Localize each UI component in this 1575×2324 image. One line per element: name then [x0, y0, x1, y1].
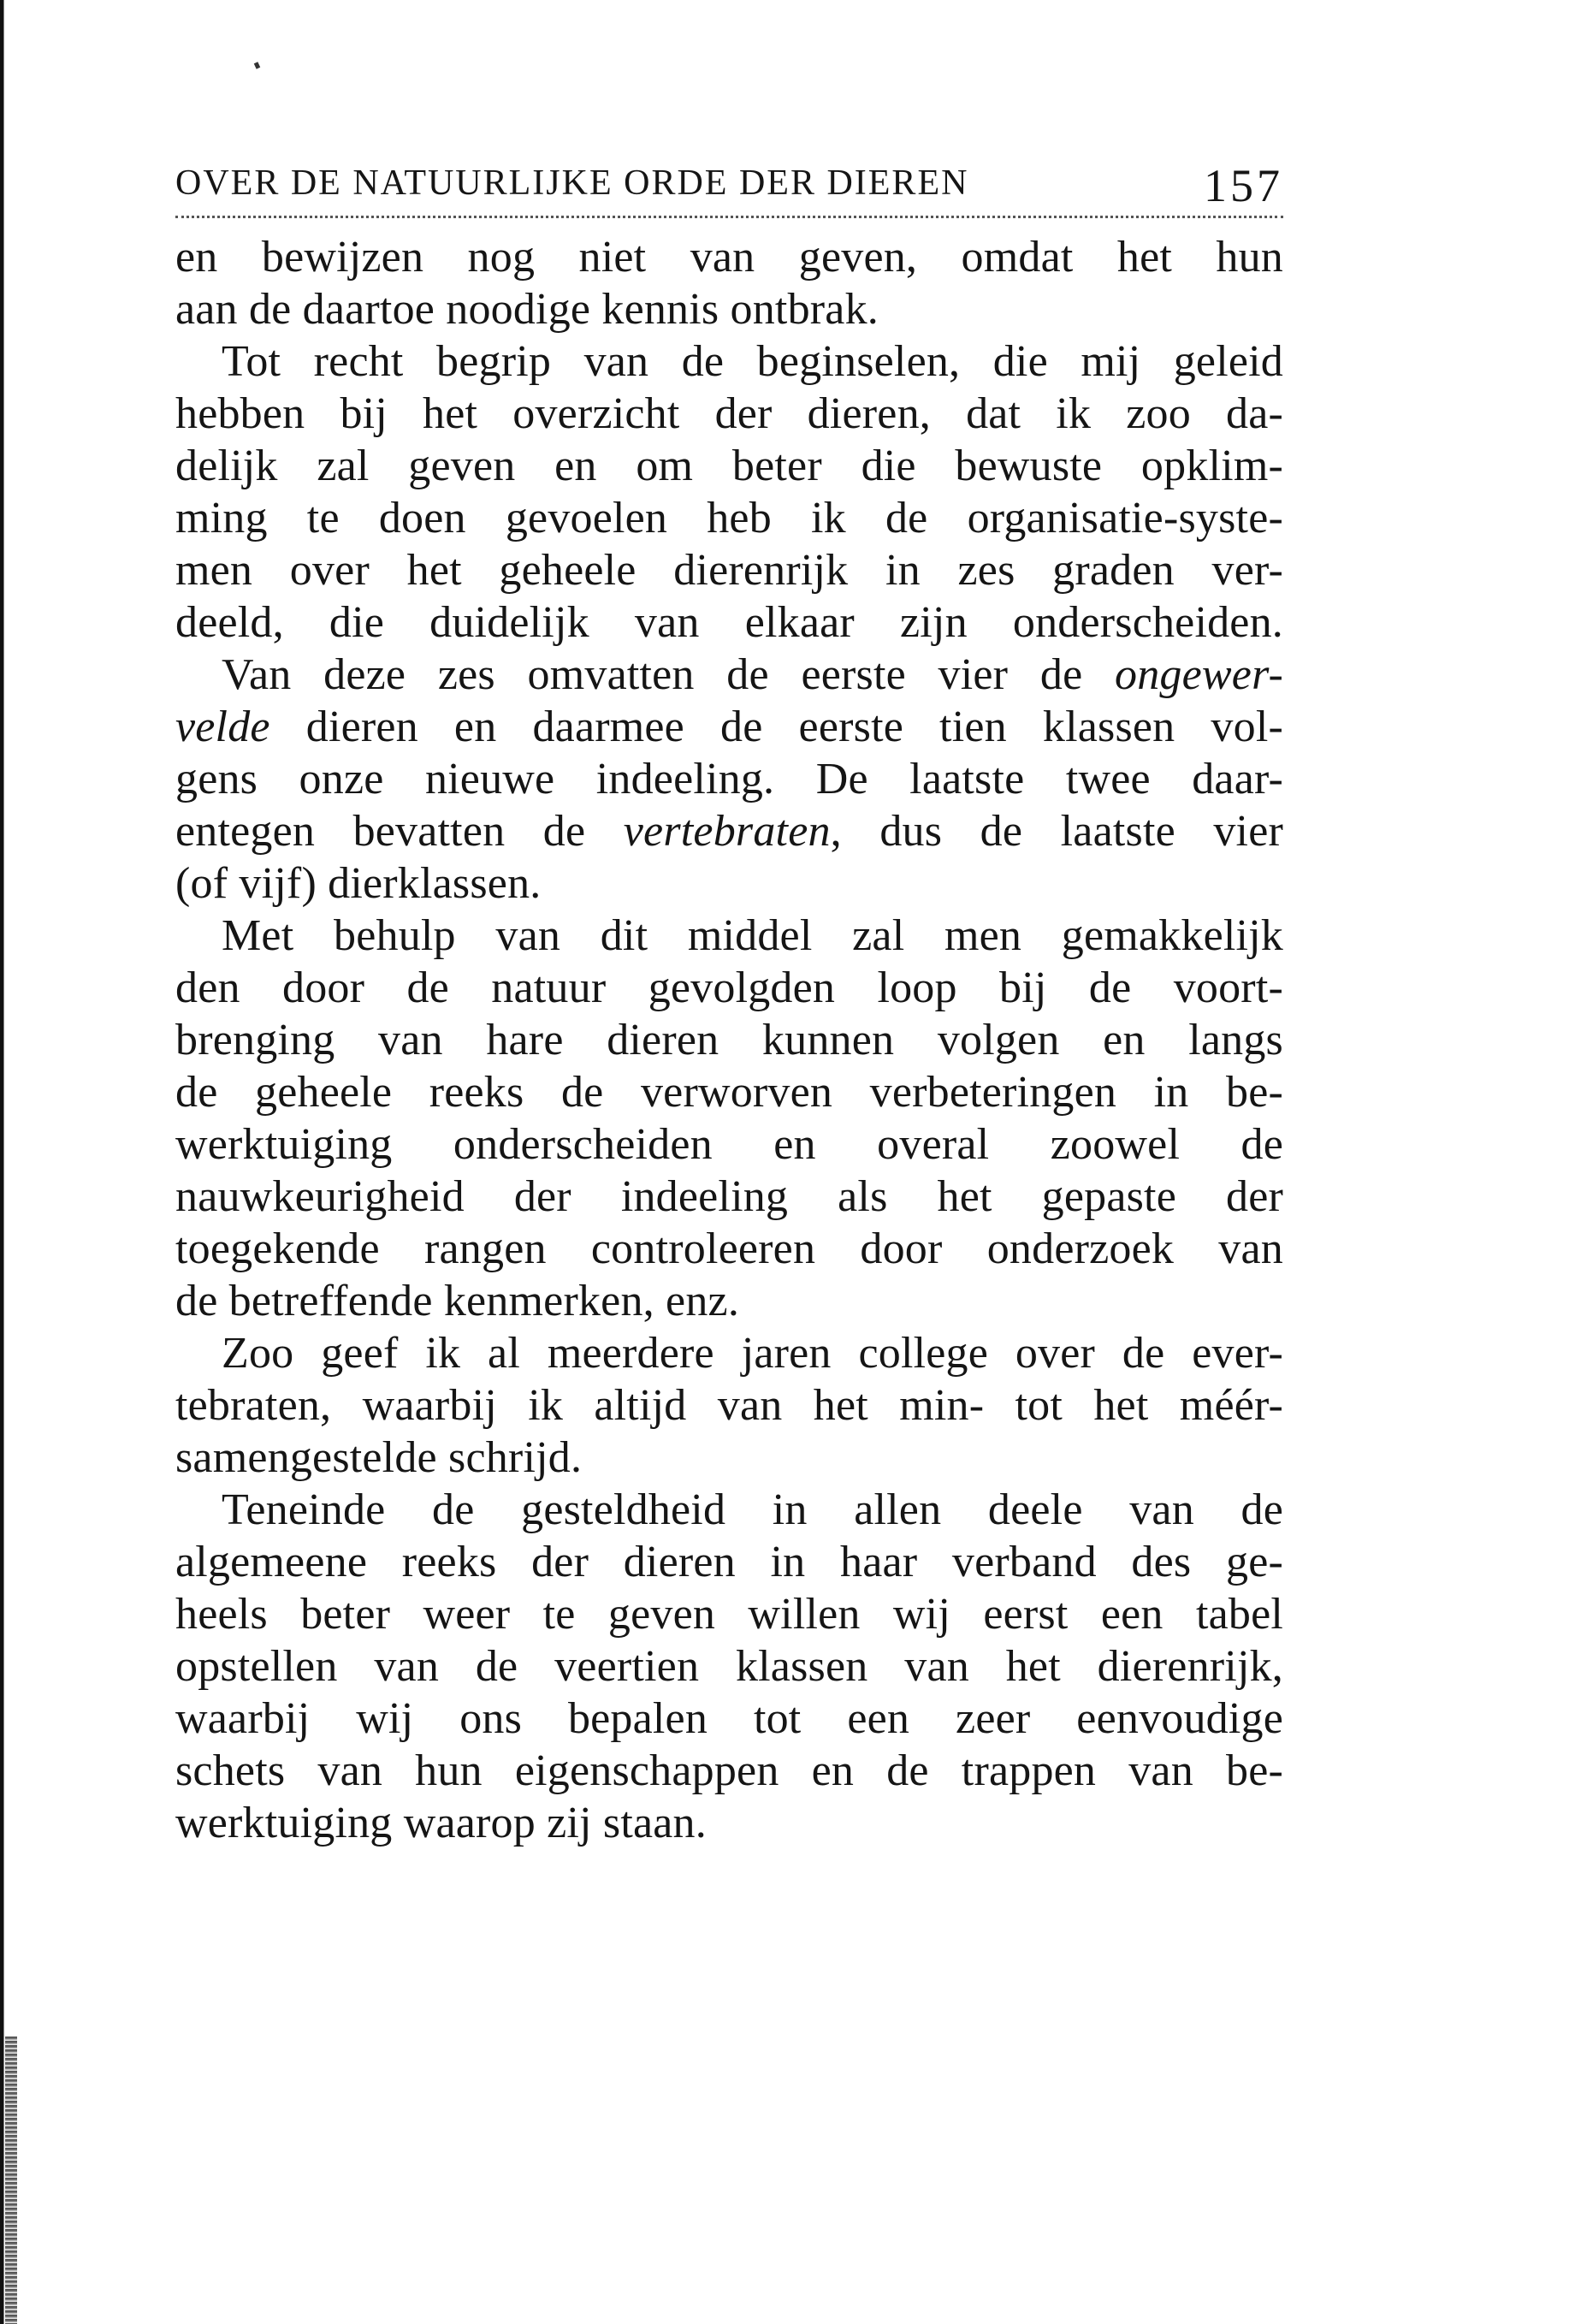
- dotted-header-rule: [175, 216, 1283, 218]
- text-line: de betreffende kenmerken, enz.: [175, 1277, 740, 1325]
- text-line: opstellen van de veertien klassen van het dierenrijk,: [175, 1642, 1283, 1691]
- page-text: [175, 231, 1283, 1849]
- text-line: samengestelde schrijd.: [175, 1433, 583, 1482]
- text-line: [175, 701, 1283, 753]
- text-segment: entegen bevatten de: [175, 807, 624, 856]
- text-line: de geheele reeks de verworven verbeteringen in be-: [175, 1068, 1283, 1117]
- italic-term: ongewer-: [1115, 650, 1283, 699]
- text-line: werktuiging onderscheiden en overal zoowel de: [175, 1120, 1283, 1169]
- text-line: schets van hun eigenschappen en de trappen van be-: [175, 1746, 1283, 1795]
- text-line: heels beter weer te geven willen wij eerst een tabel: [175, 1590, 1283, 1639]
- text-line: algemeene reeks der dieren in haar verband des ge-: [175, 1538, 1283, 1586]
- text-segment: dieren en daarmee de eerste tien klassen vol-: [269, 703, 1283, 751]
- text-line: en bewijzen nog niet van geven, omdat het hun: [175, 233, 1283, 282]
- text-line: delijk zal geven en om beter die bewuste opklim-: [175, 442, 1283, 490]
- text-line: ming te doen gevoelen heb ik de organisatie-syste-: [175, 494, 1283, 542]
- text-line: deeld, die duidelijk van elkaar zijn onderscheiden.: [175, 598, 1283, 647]
- text-line: waarbij wij ons bepalen tot een zeer eenvoudige: [175, 1694, 1283, 1743]
- text-line: werktuiging waarop zij staan.: [175, 1799, 707, 1847]
- italic-term: vertebraten: [623, 807, 831, 856]
- paragraph-first-line: Zoo geef ik al meerdere jaren college over de ever-: [222, 1329, 1283, 1378]
- scan-edge: [0, 0, 44, 2324]
- paragraph-first-line: Teneinde de gesteldheid in allen deele van de: [222, 1485, 1283, 1534]
- text-line: nauwkeurigheid der indeeling als het gepaste der: [175, 1172, 1283, 1221]
- dust-speck: [254, 62, 260, 68]
- paragraph-first-line: Met behulp van dit middel zal men gemakkelijk: [222, 911, 1283, 960]
- text-line: toegekende rangen controleeren door onderzoek van: [175, 1224, 1283, 1273]
- text-line: aan de daartoe noodige kennis ontbrak.: [175, 285, 879, 334]
- page-number: 157: [1204, 160, 1283, 211]
- paragraph-first-line: [175, 649, 1283, 701]
- running-head: [175, 160, 1283, 216]
- running-head-title: OVER DE NATUURLIJKE ORDE DER DIEREN: [175, 163, 969, 203]
- italic-term: velde: [175, 703, 270, 751]
- text-line: men over het geheele dierenrijk in zes graden ver-: [175, 546, 1283, 595]
- text-line: gens onze nieuwe indeeling. De laatste twee daar-: [175, 755, 1283, 803]
- text-segment: Van deze zes omvatten de eerste vier de: [222, 650, 1116, 699]
- text-line: hebben bij het overzicht der dieren, dat ik zoo da-: [175, 389, 1283, 438]
- text-line: den door de natuur gevolgden loop bij de voort-: [175, 963, 1283, 1012]
- text-line: tebraten, waarbij ik altijd van het min- tot het méér-: [175, 1381, 1283, 1430]
- text-line: [175, 805, 1283, 857]
- text-segment: , dus de laatste vier: [830, 807, 1284, 856]
- scan-edge-shadow: [5, 2036, 17, 2324]
- text-line: brenging van hare dieren kunnen volgen en langs: [175, 1016, 1283, 1064]
- text-line: (of vijf) dierklassen.: [175, 859, 542, 908]
- paragraph-first-line: Tot recht begrip van de beginselen, die mij geleid: [222, 337, 1283, 386]
